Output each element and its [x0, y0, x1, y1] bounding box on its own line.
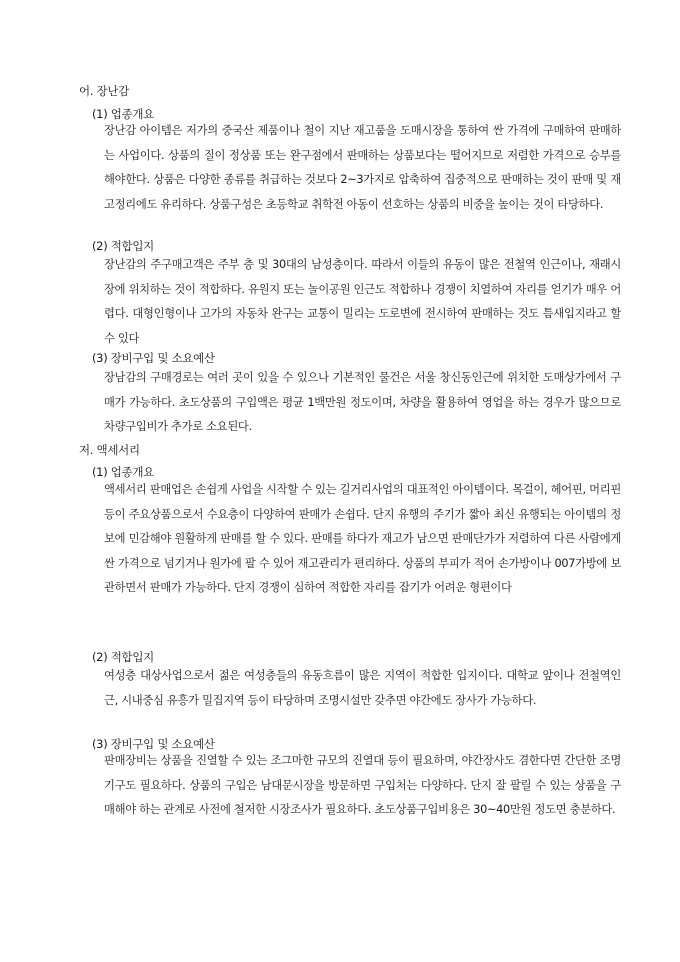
subsection-title-overview: (1) 업종개요 [92, 465, 154, 479]
paragraph-equipment: 장남감의 구매경로는 여러 곳이 있을 수 있으나 기본적인 물건은 서울 창신동인근에 위치한 도매상가에서 구매가 가능하다. 초도상품의 구입액은 평균 1백만원 정도이며, 차량을 활용하여 영업을 하는 경우가 많으므로 차량구입비가 추가로 소요된다. [104, 371, 621, 434]
subsection-title-overview: (1) 업종개요 [92, 107, 154, 121]
paragraph-overview: 액세서리 판매업은 손쉽게 사업을 시작할 수 있는 길거리사업의 대표적인 아이템이다. 목걸이, 헤어핀, 머리핀 등이 주요상품으로서 수요층이 다양하여 판매가 손쉽다. 단지 유행의 주기가 짧아 최신 유행되는 아이템의 정보에 민감해야 원활하게 판매를 할 수 있다. 판매를 하다가 재고가 남으면 판매단가가 저렴하여 다른 사람에게 싼 가격으로 넘기거나 원가에 팔 수 있어 재고관리가 편리하다. 상품의 부피가 적어 손가방이나 007가방에 보관하면서 판매가 가능하다. 단지 경쟁이 심하여 적합한 자리를 잡기가 어려운 형편이다 [104, 483, 621, 595]
subsection-title-equipment: (3) 장비구입 및 소요예산 [92, 737, 215, 751]
subsection-title-equipment: (3) 장비구입 및 소요예산 [92, 351, 215, 365]
subsection-title-location: (2) 적합입지 [92, 650, 154, 664]
paragraph-overview: 장난감 아이템은 저가의 중국산 제품이나 철이 지난 재고품을 도매시장을 통하여 싼 가격에 구매하여 판매하는 사업이다. 상품의 질이 정상품 또는 완구점에서 판매하는 상품보다는 떨어지므로 저렴한 가격으로 승부를 해야한다. 상품은 다양한 종류를 취급하는 것보다 2~3가지로 압축하여 집중적으로 판매하는 것이 판매 및 재고정리에도 유리하다. 상품구성은 초등학교 취학전 아동이 선호하는 상품의 비중을 높이는 것이 타당하다. [104, 124, 621, 211]
subsection-title-location: (2) 적합입지 [92, 239, 154, 253]
paragraph-location: 장난감의 주구매고객은 주부 층 및 30대의 남성층이다. 따라서 이들의 유동이 많은 전철역 인근이나, 재래시장에 위치하는 것이 적합하다. 유원지 또는 놀이공원 인근도 적합하나 경쟁이 치열하여 자리를 얻기가 매우 어렵다. 대형인형이나 고가의 자동차 완구는 교통이 밀리는 도로변에 전시하여 판매하는 것도 틈새입지라고 할 수 있다 [104, 258, 621, 345]
paragraph-location: 여성층 대상사업으로서 젊은 여성층들의 유동흐름이 많은 지역이 적합한 입지이다. 대학교 앞이나 전철역인근, 시내중심 유흥가 밀집지역 등이 타당하며 조명시설만 갖추면 야간에도 장사가 가능하다. [104, 669, 621, 707]
section-title-accessories: 저. 액세서리 [79, 443, 140, 457]
section-title-toys: 어. 장난감 [79, 84, 129, 98]
paragraph-equipment: 판매장비는 상품을 진열할 수 있는 조그마한 규모의 진열대 등이 필요하며, 야간장사도 겸한다면 간단한 조명기구도 필요하다. 상품의 구입은 남대문시장을 방문하면 구입처는 다양하다. 단지 잘 팔릴 수 있는 상품을 구매해야 하는 관계로 사전에 철저한 시장조사가 필요하다. 초도상품구입비용은 30~40만원 정도면 충분하다. [104, 754, 621, 817]
